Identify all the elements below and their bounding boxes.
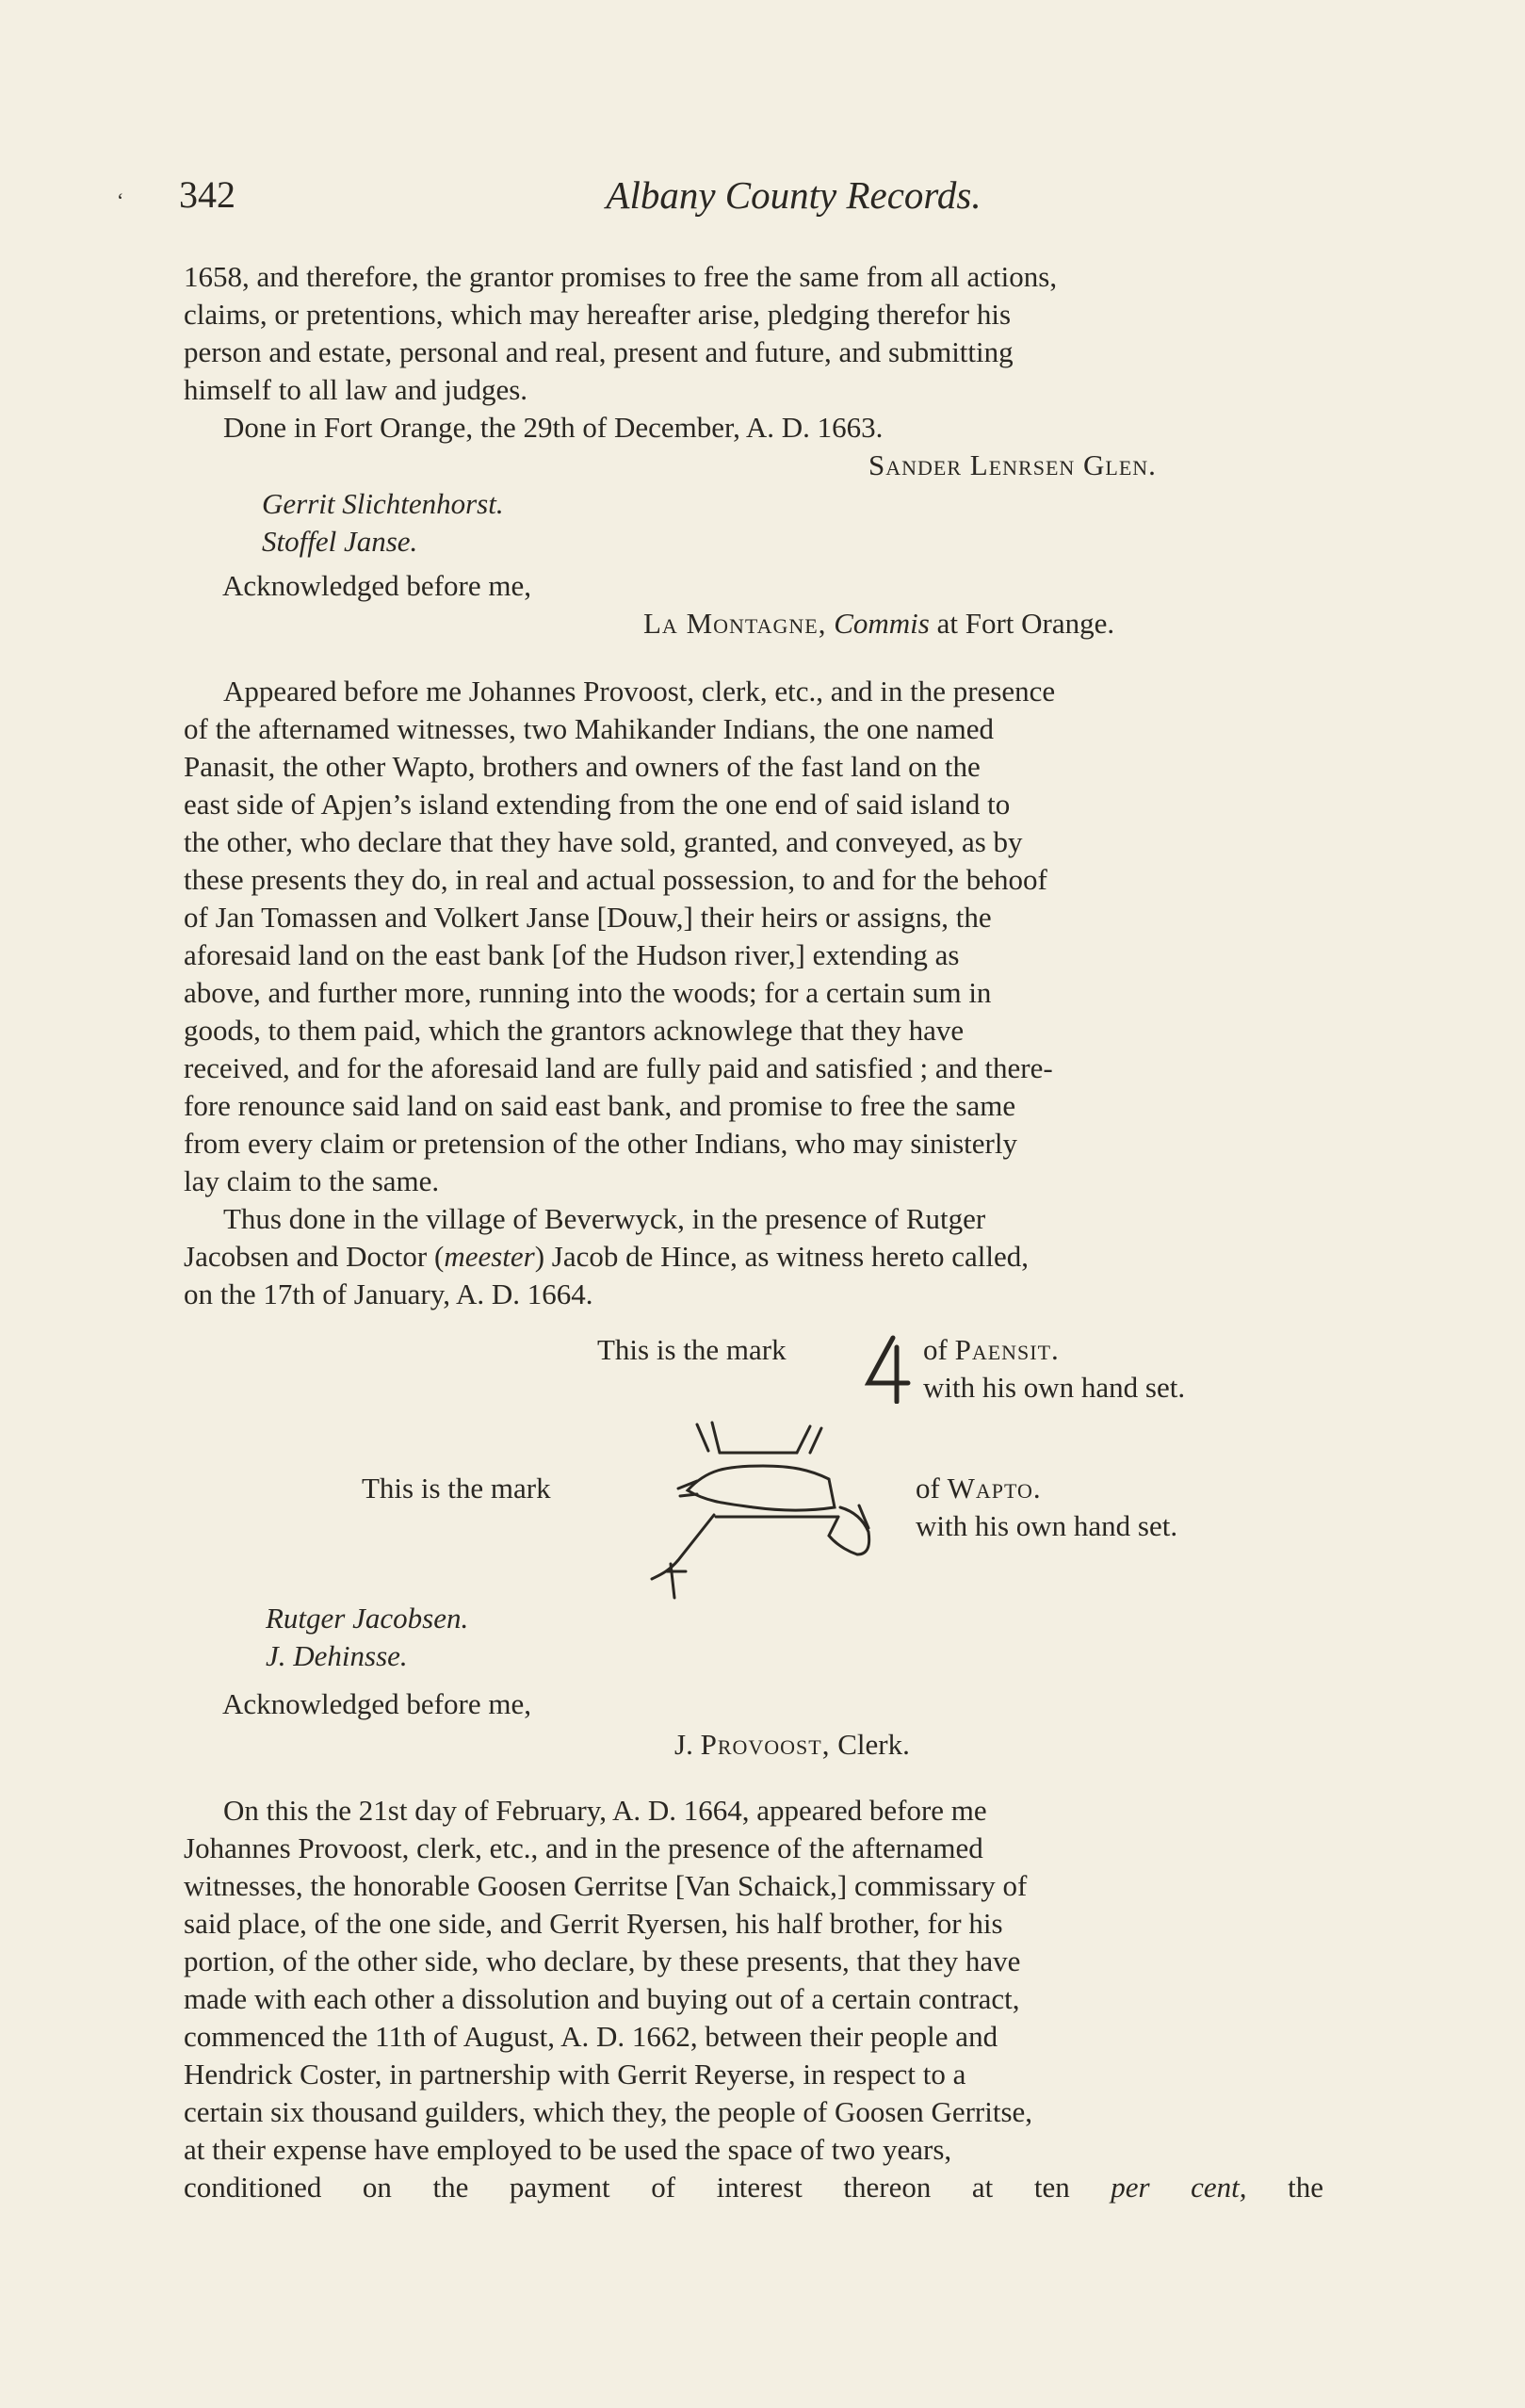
text-line: goods, to them paid, which the grantors acknowlege that they have [184,1014,965,1047]
paragraph-deed-end [184,258,1323,447]
text-line: Johannes Provoost, clerk, etc., and in the presence of the afternamed [184,1831,983,1864]
text-line: at their expense have employed to be used the space of two years, [184,2133,952,2166]
text-line: Jacobsen and Doctor (meester) Jacob de Hince, as witness hereto called, [184,1240,1029,1273]
mark-person: Wapto. [947,1472,1042,1505]
text-line: Hendrick Coster, in partnership with Gerrit Reyerse, in respect to a [184,2058,966,2091]
official-name: La Montagne, [643,607,827,640]
text-line: commenced the 11th of August, A. D. 1662, between their people and [184,2020,998,2053]
text-line: received, and for the aforesaid land are fully paid and satisfied ; and there- [184,1051,1053,1084]
text-line: made with each other a dissolution and buying out of a certain contract, [184,1982,1020,2015]
mark-of-line: of Wapto. [916,1472,1042,1505]
text-line: from every claim or pretension of the other Indians, who may sinisterly [184,1127,1017,1160]
text-line: Thus done in the village of Beverwyck, in the presence of Rutger [223,1202,986,1235]
running-title: Albany County Records. [606,173,982,217]
paragraph-land-sale [184,673,1323,1313]
text-line: east side of Apjen’s island extending from the one end of said island to [184,788,1011,821]
text-line: said place, of the one side, and Gerrit Ryersen, his half brother, for his [184,1907,1003,1940]
clerk-name: Provoost, [700,1728,831,1761]
acknowledged-line: Acknowledged before me, [222,1687,531,1720]
text-line: witnesses, the honorable Goosen Gerritse [Van Schaick,] commissary of [184,1869,1028,1902]
witness-name: Gerrit Slichtenhorst. [262,487,504,520]
paragraph-contract [184,1792,1323,2206]
mark-hand-line: with his own hand set. [916,1509,1178,1542]
official-place: at Fort Orange. [936,607,1115,640]
text-line: on the 17th of January, A. D. 1664. [184,1277,593,1310]
wapto-mark-icon [622,1413,914,1602]
text-line: himself to all law and judges. [184,373,528,406]
margin-mark: ‘ [117,188,124,212]
done-line: Done in Fort Orange, the 29th of December, A. D. 1663. [223,411,884,444]
text-line: fore renounce said land on said east bank, and promise to free the same [184,1089,1016,1122]
text-line: lay claim to the same. [184,1164,440,1197]
text-line: conditioned on the payment of interest thereon at ten per cent, the [184,2171,1323,2204]
mark-label: This is the mark [597,1333,787,1366]
mark-of-line: of Paensit. [923,1333,1060,1366]
page-number: 342 [179,173,235,216]
mark-hand-line: with his own hand set. [923,1371,1186,1404]
text-line: certain six thousand guilders, which they, the people of Goosen Gerritse, [184,2095,1033,2128]
per-cent-phrase: per cent, [1111,2171,1247,2204]
text-line: Panasit, the other Wapto, brothers and owners of the fast land on the [184,750,981,783]
text-line: these presents they do, in real and actual possession, to and for the behoof [184,863,1047,896]
official-title: Commis [834,607,930,640]
witness-name: Stoffel Janse. [262,525,418,558]
signer-name: Sander Lenrsen Glen. [868,448,1157,481]
official-signature [643,605,1114,643]
text-line: Appeared before me Johannes Provoost, clerk, etc., and in the presence [223,675,1056,708]
acknowledged-line: Acknowledged before me, [222,569,531,602]
text-line: above, and further more, running into the woods; for a certain sum in [184,976,992,1009]
text-line: 1658, and therefore, the grantor promises to free the same from all actions, [184,260,1058,293]
mark-label: This is the mark [362,1472,551,1505]
mark-person: Paensit. [954,1333,1060,1366]
text-line: of Jan Tomassen and Volkert Janse [Douw,] their heirs or assigns, the [184,901,992,934]
meester-word: meester [444,1240,535,1273]
clerk-signature: J. Provoost, Clerk. [674,1728,910,1761]
text-line: claims, or pretentions, which may hereafter arise, pledging therefor his [184,298,1012,331]
text-line: of the afternamed witnesses, two Mahikander Indians, the one named [184,712,994,745]
page-header [179,172,1333,229]
paensit-mark-icon [865,1334,914,1404]
text-line: portion, of the other side, who declare, by these presents, that they have [184,1944,1021,1977]
text-line: aforesaid land on the east bank [of the Hudson river,] extending as [184,938,960,971]
text-line: the other, who declare that they have sold, granted, and conveyed, as by [184,825,1023,858]
text-line: person and estate, personal and real, present and future, and submitting [184,335,1014,368]
text-line: On this the 21st day of February, A. D. 1664, appeared before me [223,1794,987,1827]
witness-name: J. Dehinsse. [266,1639,408,1672]
witness-name: Rutger Jacobsen. [266,1602,469,1635]
